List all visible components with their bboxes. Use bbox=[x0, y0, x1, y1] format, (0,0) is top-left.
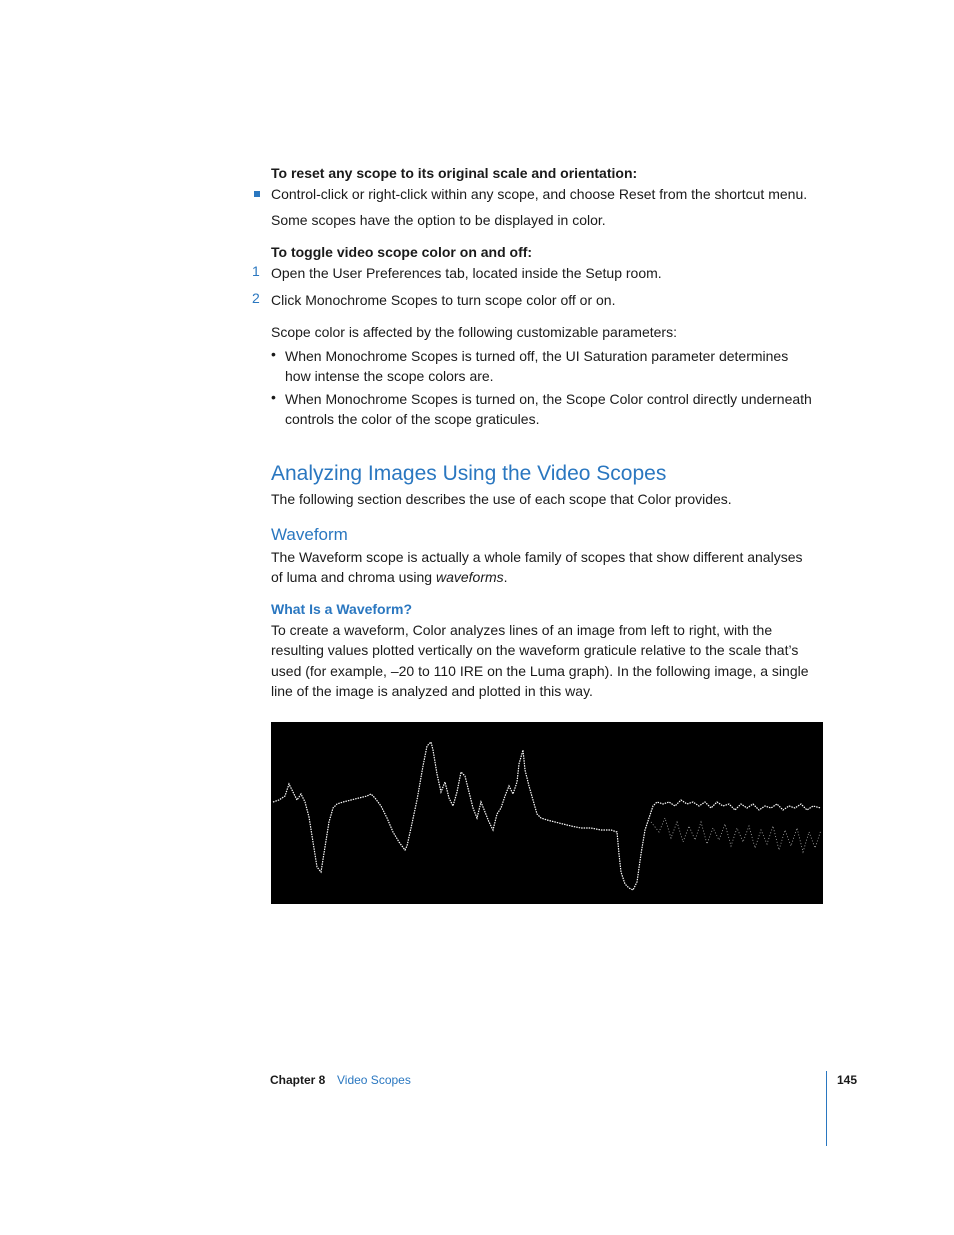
what-is-waveform-heading: What Is a Waveform? bbox=[271, 601, 413, 617]
waveforms-term: waveforms bbox=[435, 569, 504, 585]
bullet-dot-icon: • bbox=[271, 389, 276, 405]
bullet-2-line-1: When Monochrome Scopes is turned on, the Scope Color control directly underneath bbox=[285, 391, 812, 407]
waveform-heading: Waveform bbox=[271, 525, 348, 544]
bullet-1-line-2: how intense the scope colors are. bbox=[285, 368, 494, 384]
page-number: 145 bbox=[837, 1073, 858, 1087]
bullet-1-line-1: When Monochrome Scopes is turned off, the UI Saturation parameter determines bbox=[285, 348, 789, 364]
footer-chapter-label: Chapter 8 bbox=[270, 1073, 326, 1087]
what-is-line-4: line of the image is analyzed and plotted in this way. bbox=[271, 683, 593, 699]
step-text-2: Click Monochrome Scopes to turn scope color off or on. bbox=[271, 292, 616, 308]
reset-scope-heading: To reset any scope to its original scale and orientation: bbox=[271, 165, 638, 181]
reset-scope-instruction: Control-click or right-click within any scope, and choose Reset from the shortcut menu. bbox=[271, 186, 808, 202]
step-number-1: 1 bbox=[252, 263, 260, 279]
analyzing-heading: Analyzing Images Using the Video Scopes bbox=[271, 462, 667, 485]
what-is-line-3: used (for example, –20 to 110 IRE on the Luma graph). In the following image, a single bbox=[271, 663, 809, 679]
footer-chapter-title: Video Scopes bbox=[337, 1073, 411, 1087]
waveform-trace bbox=[273, 742, 821, 890]
bullet-dot-icon: • bbox=[271, 346, 276, 362]
what-is-line-1: To create a waveform, Color analyzes lines of an image from left to right, with the bbox=[271, 622, 773, 638]
analyzing-text: The following section describes the use of each scope that Color provides. bbox=[271, 491, 732, 507]
footer-divider bbox=[826, 1071, 827, 1146]
color-option-note: Some scopes have the option to be displayed in color. bbox=[271, 212, 606, 228]
what-is-line-2: resulting values plotted vertically on the waveform graticule relative to the scale that’s bbox=[271, 642, 799, 658]
step-text-1: Open the User Preferences tab, located inside the Setup room. bbox=[271, 265, 662, 281]
step-number-2: 2 bbox=[252, 290, 260, 306]
toggle-color-heading: To toggle video scope color on and off: bbox=[271, 244, 533, 260]
waveform-text-line-1: The Waveform scope is actually a whole family of scopes that show different analyses bbox=[271, 549, 803, 565]
waveform-scope-image bbox=[271, 722, 823, 904]
waveform-trace-graphic bbox=[271, 722, 823, 904]
bullet-2-line-2: controls the color of the scope graticules. bbox=[285, 411, 540, 427]
square-bullet-icon bbox=[254, 191, 260, 197]
waveform-text-line-2: of luma and chroma using waveforms. bbox=[271, 569, 508, 585]
parameters-intro: Scope color is affected by the following customizable parameters: bbox=[271, 324, 677, 340]
